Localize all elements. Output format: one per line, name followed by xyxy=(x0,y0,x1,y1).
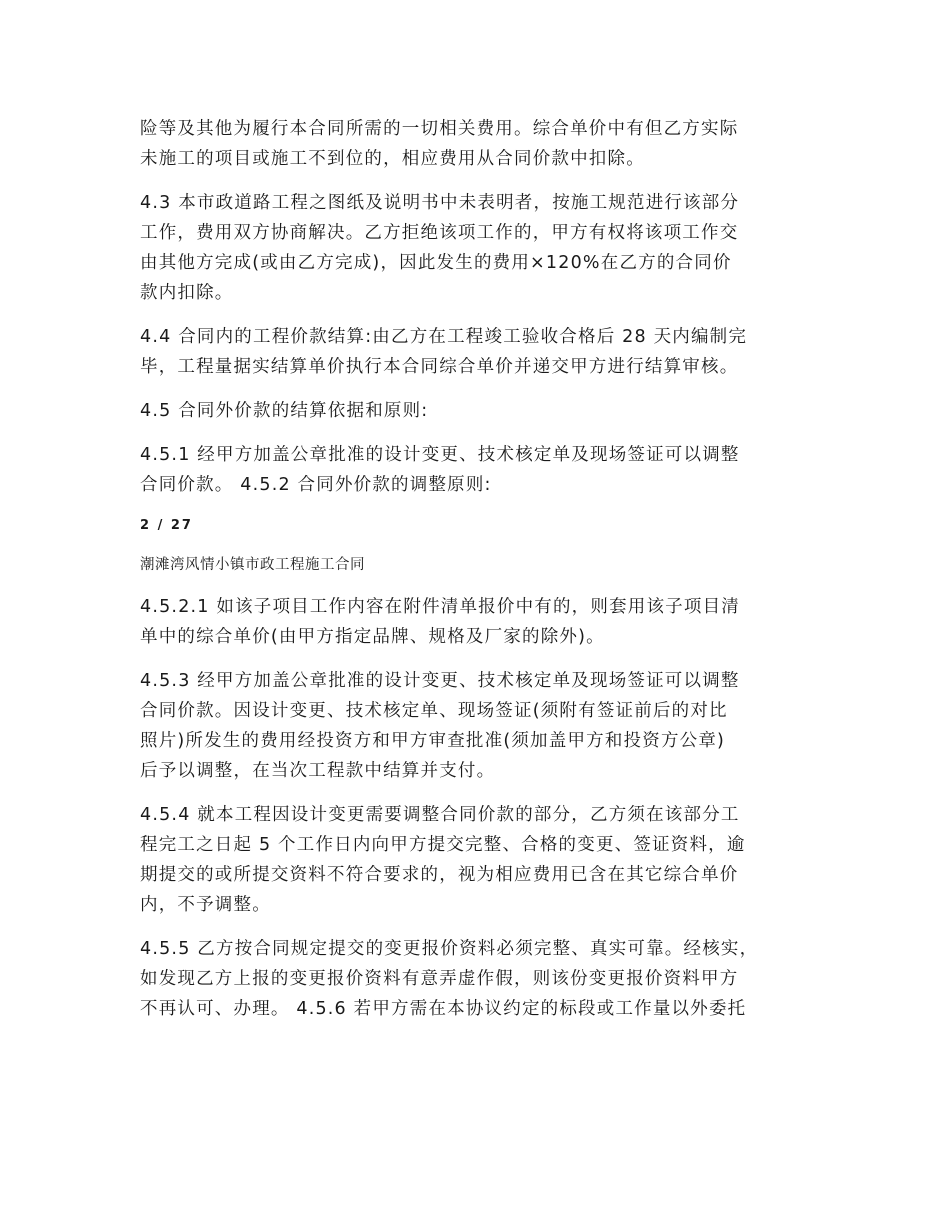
paragraph-cost-inclusion: 险等及其他为履行本合同所需的一切相关费用。综合单价中有但乙方实际 未施工的项目或施工不到位的，相应费用从合同价款中扣除。 xyxy=(140,119,739,169)
paragraph-4-3: 4.3 本市政道路工程之图纸及说明书中未表明者，按施工规范进行该部分 工作，费用双方协商解决。乙方拒绝该项工作的，甲方有权将该项工作交 由其他方完成(或由乙方完成)，因此发生的费用×120%在乙方的合同价 款内扣除。 xyxy=(140,193,740,303)
paragraph-4-5: 4.5 合同外价款的结算依据和原则: xyxy=(140,401,429,421)
paragraph-4-5-2-1: 4.5.2.1 如该子项目工作内容在附件清单报价中有的，则套用该子项目清 单中的综合单价(由甲方指定品牌、规格及厂家的除外)。 xyxy=(140,597,740,647)
paragraph-4-5-3: 4.5.3 经甲方加盖公章批准的设计变更、技术核定单及现场签证可以调整 合同价款。因设计变更、技术核定单、现场签证(须附有签证前后的对比 照片)所发生的费用经投资方和甲方审查批准(须加盖甲方和投资方公章) 后予以调整，在当次工程款中结算并支付。 xyxy=(140,671,740,781)
running-header-title: 潮滩湾风情小镇市政工程施工合同 xyxy=(140,557,365,573)
document-page xyxy=(140,114,830,1024)
page-number: 2 / 27 xyxy=(140,518,193,533)
paragraph-4-5-5: 4.5.5 乙方按合同规定提交的变更报价资料必须完整、真实可靠。经核实， 如发现乙方上报的变更报价资料有意弄虚作假，则该份变更报价资料甲方 不再认可、办理。 4.5.6 若甲方需在本协议约定的标段或工作量以外委托 xyxy=(140,939,759,1019)
paragraph-4-5-4: 4.5.4 就本工程因设计变更需要调整合同价款的部分，乙方须在该部分工 程完工之日起 5 个工作日内向甲方提交完整、合格的变更、签证资料，逾 期提交的或所提交资料不符合要求的，视为相应费用已含在其它综合单价 内，不予调整。 xyxy=(140,805,746,915)
paragraph-4-4: 4.4 合同内的工程价款结算:由乙方在工程竣工验收合格后 28 天内编制完 毕，工程量据实结算单价执行本合同综合单价并递交甲方进行结算审核。 xyxy=(140,327,748,377)
paragraph-4-5-1: 4.5.1 经甲方加盖公章批准的设计变更、技术核定单及现场签证可以调整 合同价款。 4.5.2 合同外价款的调整原则: xyxy=(140,445,740,495)
